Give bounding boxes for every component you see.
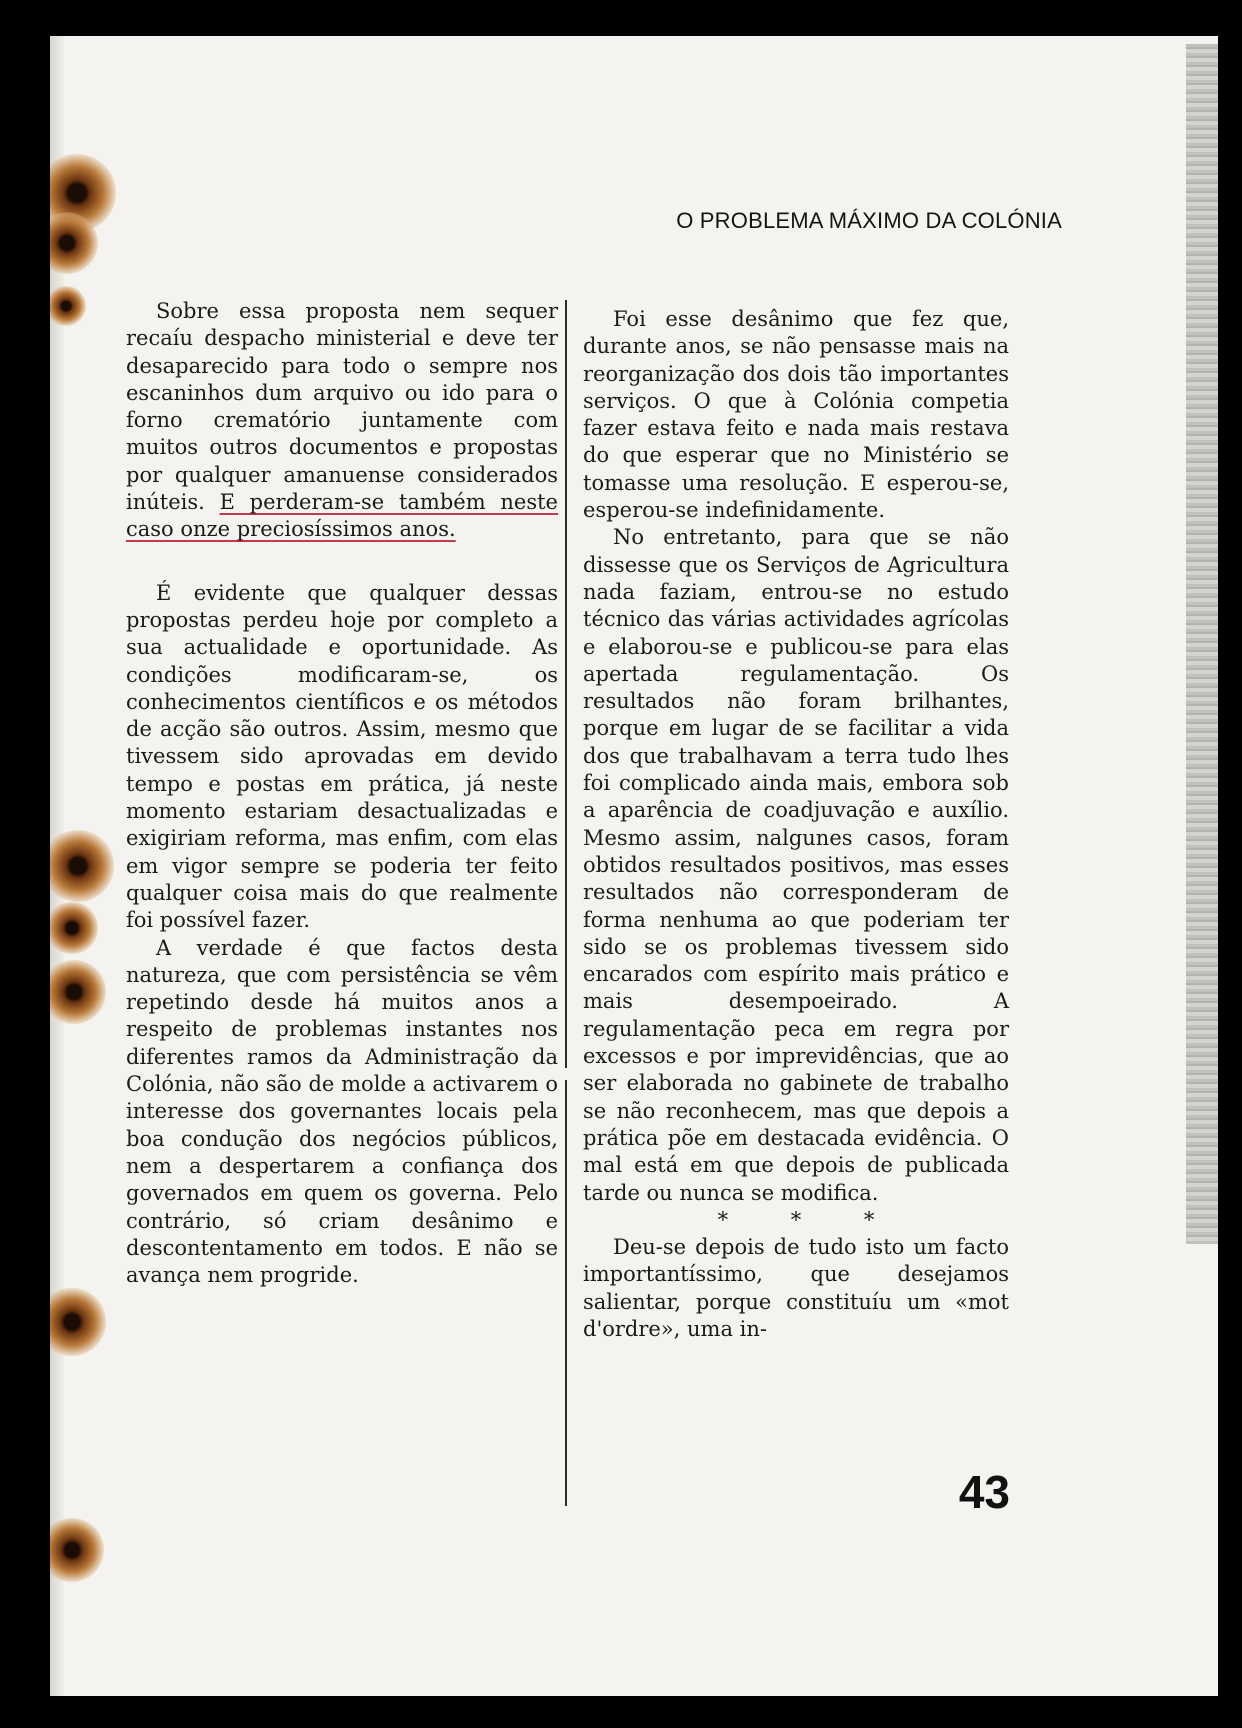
punch-hole-burn xyxy=(50,902,98,954)
section-separator: * * * xyxy=(717,1207,903,1232)
paragraph: Foi esse desânimo que fez que, durante anos, se não pensasse mais na reorganização dos dois tão importantes serviços. O que à Colónia competia fazer estava feito e nada mais restava do que esperar que no Ministério se tomasse uma resolução. E esperou-se, esperou-se indefinidamente. xyxy=(583,307,1009,523)
running-header: O PROBLEMA MÁXIMO DA COLÓNIA xyxy=(676,208,1062,233)
punch-hole-burn xyxy=(50,1288,106,1356)
paragraph: A verdade é que factos desta natureza, que com persistência se vêm repetindo desde há muitos anos a respeito de problemas instantes nos diferentes ramos da Administração da Colónia, não são de molde a activarem o interesse dos governantes locais pela boa condução dos negócios públicos, nem a despertarem a confiança dos governados em quem os governa. Pelo contrário, só criam desânimo e descontentamento em todos. E não se avança nem progride. xyxy=(126,935,558,1288)
paragraph xyxy=(126,298,558,544)
paragraph-text: Sobre essa proposta nem sequer recaíu despacho ministerial e deve ter desaparecido para todo o sempre nos escaninhos dum arquivo ou ido para o forno crematório juntamente com muitos outros documentos e propostas por qualquer amanuense considerados inúteis. xyxy=(126,299,558,515)
punch-hole-burn xyxy=(50,286,86,326)
punch-hole-burn xyxy=(50,1518,104,1582)
page-torn-edge xyxy=(1186,44,1218,1244)
punch-hole-burn xyxy=(50,830,114,902)
underlined-sentence: E perderam-se também neste caso onze preciosíssimos anos. xyxy=(126,490,558,542)
paragraph: É evidente que qualquer dessas propostas perdeu hoje por completo a sua actualidade e oportunidade. As condições modificaram-se, os conhecimentos científicos e os métodos de acção são outros. Assim, mesmo que tivessem sido aprovadas em devido tempo e postas em prática, já neste momento estariam desactualizadas e exigiriam reforma, mas enfim, com elas em vigor sempre se poderia ter feito qualquer coisa mais do que realmente foi possível fazer. xyxy=(126,580,558,933)
column-divider xyxy=(565,1080,567,1506)
page-number: 43 xyxy=(958,1466,1010,1518)
paragraph: No entretanto, para que se não dissesse que os Serviços de Agricultura nada faziam, entrou-se no estudo técnico das várias actividades agrícolas e elaborou-se e publicou-se para elas apertada regulamentação. Os resultados não foram brilhantes, porque em lugar de se facilitar a vida dos que trabalhavam a terra tudo lhes foi complicado ainda mais, embora sob a aparência de coadjuvação e auxílio. Mesmo assim, nalgunes casos, foram obtidos resultados positivos, mas esses resultados não corresponderam de forma nenhuma ao que poderiam ter sido se os problemas tivessem sido encarados com espírito mais prático e mais desempoeirado. A regulamentação peca em regra por excessos e por imprevidências, que ao ser elaborada no gabinete de trabalho se não reconhecem, mas que depois a prática põe em destacada evidência. O mal está em que depois de publicada tarde ou nunca se modifica. xyxy=(583,525,1009,1205)
column-divider xyxy=(565,300,567,1068)
left-column xyxy=(126,298,558,1289)
punch-hole-burn xyxy=(50,960,106,1024)
right-column xyxy=(583,306,1009,1343)
paragraph: Deu-se depois de tudo isto um facto importantíssimo, que desejamos salientar, porque constituíu um «mot d'ordre», uma in- xyxy=(583,1235,1009,1341)
